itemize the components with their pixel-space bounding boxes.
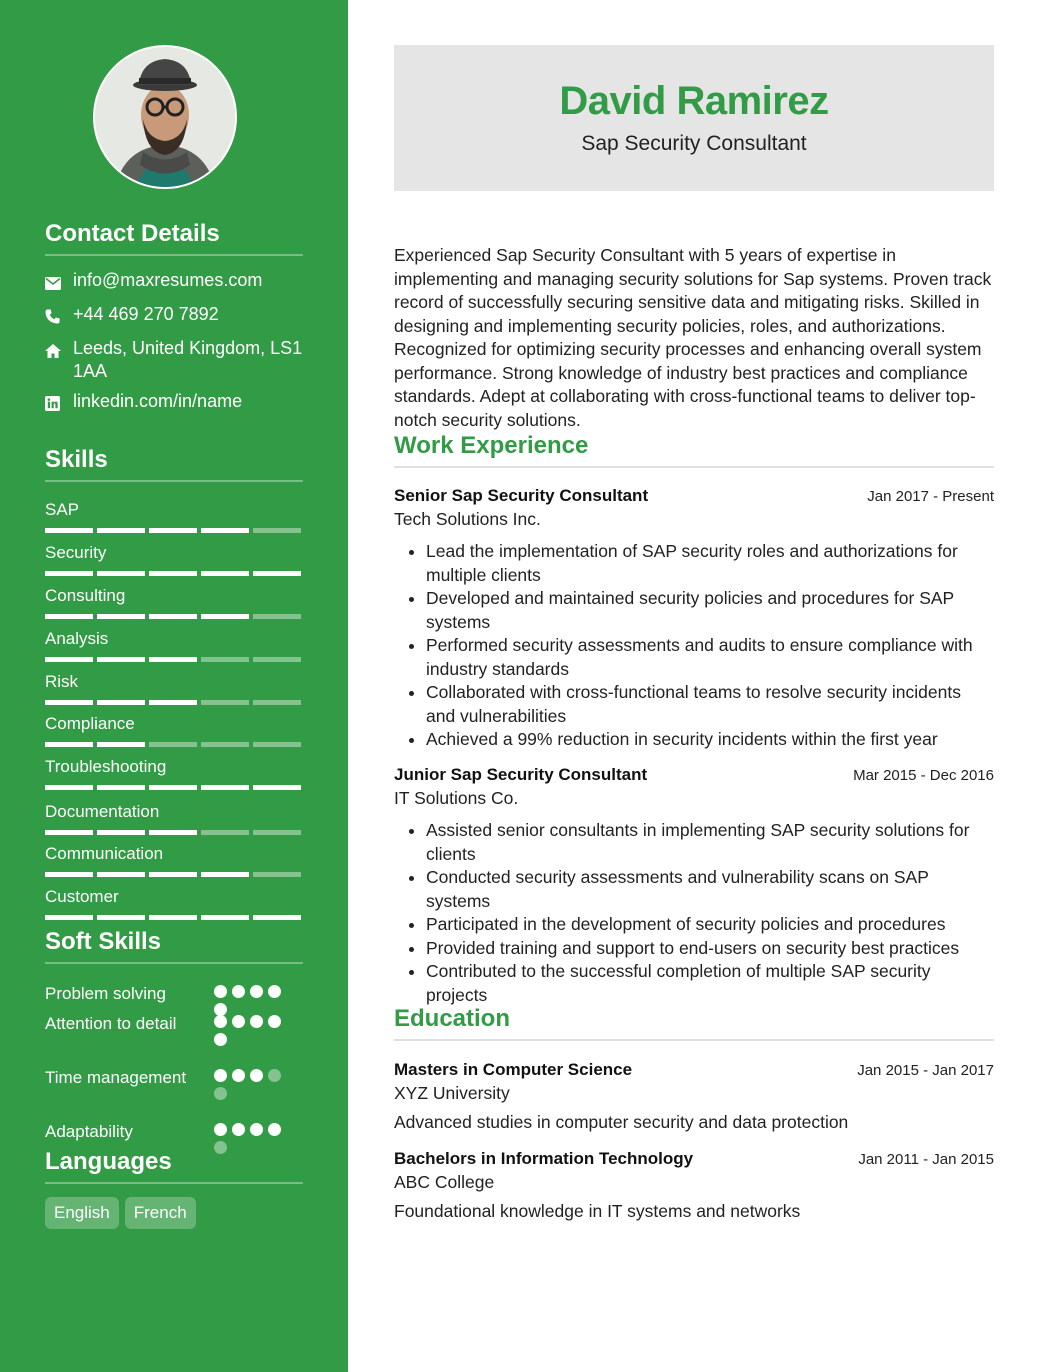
job-title: Junior Sap Security Consultant — [394, 765, 648, 784]
skill-level-segment — [253, 785, 301, 790]
soft-skill-name: Attention to detail — [45, 1014, 177, 1033]
avatar — [93, 45, 237, 189]
education-dates: Jan 2011 - Jan 2015 — [858, 1151, 994, 1168]
skill-name: Compliance — [45, 714, 135, 733]
contact-linkedin[interactable] — [45, 390, 303, 417]
skill-level-segment — [149, 830, 197, 835]
skill-level-segment — [201, 830, 249, 835]
skill-level-segment — [253, 657, 301, 662]
phone-text: +44 469 270 7892 — [73, 304, 219, 324]
education-entry — [394, 1060, 994, 1133]
contact-phone[interactable] — [45, 303, 303, 330]
skill-row — [45, 757, 303, 790]
skill-name: Analysis — [45, 629, 109, 648]
skill-level-segment — [201, 614, 249, 619]
linkedin-text: linkedin.com/in/name — [73, 391, 243, 411]
job-entry — [394, 486, 994, 752]
education-dates: Jan 2015 - Jan 2017 — [857, 1062, 994, 1079]
skill-level-segment — [253, 872, 301, 877]
skill-level-segment — [45, 872, 93, 877]
skills-section — [45, 446, 303, 926]
home-icon — [45, 337, 73, 364]
education-entry — [394, 1149, 994, 1222]
skill-level-segment — [253, 830, 301, 835]
skill-level-segment — [253, 742, 301, 747]
rating-dot — [268, 1015, 281, 1028]
candidate-title: Sap Security Consultant — [581, 132, 807, 155]
rating-dot — [214, 1015, 227, 1028]
skill-level-segment — [149, 742, 197, 747]
skill-level-segment — [201, 915, 249, 920]
skill-level-segment — [201, 742, 249, 747]
skill-level-bar — [45, 614, 303, 619]
skill-level-segment — [45, 614, 93, 619]
rating-dot — [214, 1123, 227, 1136]
summary-paragraph: Experienced Sap Security Consultant with 5 years of expertise in implementing and managing security solutions for Sap systems. Proven track record of successfully securing sensitive data and mitigating risks. Skilled in designing and implementing security policies, roles, and authorizations. Recognized for optimizing security processes and enhancing overall system performance. Strong knowledge of industry best practices and compliance standards. Adept at collaborating with cross-functional teams to deliver top-notch security solutions. — [394, 245, 992, 430]
soft-skill-name: Adaptability — [45, 1122, 133, 1141]
skill-level-segment — [149, 785, 197, 790]
skill-level-segment — [201, 785, 249, 790]
skill-level-segment — [97, 614, 145, 619]
rating-dot — [214, 985, 227, 998]
job-entry — [394, 765, 994, 1007]
candidate-name: David Ramirez — [559, 79, 829, 123]
skill-level-segment — [253, 915, 301, 920]
skill-level-segment — [201, 700, 249, 705]
skill-row — [45, 586, 303, 619]
education-heading: Education — [394, 1005, 994, 1041]
skill-row — [45, 500, 303, 533]
skill-level-bar — [45, 528, 303, 533]
phone-icon — [45, 303, 73, 330]
skill-level-segment — [97, 872, 145, 877]
skill-level-bar — [45, 657, 303, 662]
skill-level-segment — [201, 657, 249, 662]
skill-level-bar — [45, 742, 303, 747]
skill-level-segment — [149, 528, 197, 533]
duty-item: • Lead the implementation of SAP security roles and authorizations for multiple clients — [426, 540, 994, 587]
skill-row — [45, 802, 303, 835]
soft-skills-heading: Soft Skills — [45, 928, 303, 964]
school-name: XYZ University — [394, 1083, 510, 1103]
skill-level-segment — [45, 785, 93, 790]
skill-level-bar — [45, 785, 303, 790]
skill-level-segment — [149, 700, 197, 705]
soft-skill-rating — [214, 985, 294, 1016]
duty-item: • Provided training and support to end-users on security best practices — [426, 937, 994, 961]
contact-section — [45, 220, 303, 417]
skill-row — [45, 629, 303, 662]
skill-row — [45, 887, 303, 920]
contact-heading: Contact Details — [45, 220, 303, 256]
job-dates: Mar 2015 - Dec 2016 — [853, 767, 994, 784]
rating-dot — [250, 985, 263, 998]
rating-dot — [214, 1087, 227, 1100]
degree-title: Bachelors in Information Technology — [394, 1149, 694, 1168]
duty-item: • Achieved a 99% reduction in security incidents within the first year — [426, 728, 994, 752]
profile-photo-icon — [95, 47, 235, 187]
duty-list — [394, 819, 994, 1007]
skill-level-bar — [45, 700, 303, 705]
rating-dot — [250, 1123, 263, 1136]
header-banner — [394, 45, 994, 191]
language-tag: French — [125, 1197, 196, 1229]
duty-item: • Assisted senior consultants in implementing SAP security solutions for clients — [426, 819, 994, 866]
skill-level-segment — [253, 571, 301, 576]
duty-item: • Participated in the development of security policies and procedures — [426, 913, 994, 937]
skill-level-segment — [201, 872, 249, 877]
skill-level-segment — [45, 657, 93, 662]
skill-level-segment — [149, 872, 197, 877]
skill-level-segment — [201, 571, 249, 576]
rating-dot — [268, 1069, 281, 1082]
skill-level-segment — [97, 915, 145, 920]
education-description: Foundational knowledge in IT systems and networks — [394, 1201, 801, 1221]
skill-row — [45, 714, 303, 747]
address-text: Leeds, United Kingdom, LS1 1AA — [73, 338, 303, 381]
soft-skill-name: Time management — [45, 1068, 187, 1087]
rating-dot — [232, 1069, 245, 1082]
duty-list — [394, 540, 994, 752]
skill-level-segment — [45, 700, 93, 705]
skill-name: Security — [45, 543, 107, 562]
skill-name: Troubleshooting — [45, 757, 167, 776]
rating-dot — [214, 1069, 227, 1082]
skill-row — [45, 543, 303, 576]
skill-level-bar — [45, 571, 303, 576]
skill-name: Communication — [45, 844, 164, 863]
skill-level-segment — [201, 528, 249, 533]
rating-dot — [250, 1015, 263, 1028]
duty-item: • Conducted security assessments and vulnerability scans on SAP systems — [426, 866, 994, 913]
skill-name: Consulting — [45, 586, 126, 605]
duty-item: • Performed security assessments and audits to ensure compliance with industry standards — [426, 634, 994, 681]
soft-skill-rating — [214, 1069, 294, 1100]
soft-skill-name: Problem solving — [45, 984, 166, 1003]
skill-level-segment — [45, 571, 93, 576]
skill-level-segment — [253, 614, 301, 619]
skill-level-segment — [45, 915, 93, 920]
degree-title: Masters in Computer Science — [394, 1060, 633, 1079]
language-tag: English — [45, 1197, 119, 1229]
duty-item: • Collaborated with cross-functional teams to resolve security incidents and vulnerabilities — [426, 681, 994, 728]
soft-skills-section — [45, 928, 303, 1158]
rating-dot — [268, 985, 281, 998]
rating-dot — [268, 1123, 281, 1136]
skill-level-segment — [97, 700, 145, 705]
duty-item: • Contributed to the successful completion of multiple SAP security projects — [426, 960, 994, 1007]
skill-level-segment — [97, 657, 145, 662]
sidebar — [0, 0, 348, 1372]
email-text: info@maxresumes.com — [73, 270, 263, 290]
job-company: Tech Solutions Inc. — [394, 509, 541, 529]
rating-dot — [214, 1033, 227, 1046]
skills-heading: Skills — [45, 446, 303, 482]
skill-name: Documentation — [45, 802, 160, 821]
skill-level-bar — [45, 915, 303, 920]
skill-level-segment — [149, 571, 197, 576]
skill-level-segment — [253, 700, 301, 705]
skill-level-segment — [45, 830, 93, 835]
envelope-icon — [45, 269, 73, 296]
rating-dot — [232, 985, 245, 998]
skill-level-bar — [45, 830, 303, 835]
contact-email[interactable] — [45, 269, 303, 296]
linkedin-icon — [45, 390, 73, 417]
soft-skill-rating — [214, 1015, 294, 1046]
skill-row — [45, 844, 303, 877]
skill-name: Risk — [45, 672, 79, 691]
job-dates: Jan 2017 - Present — [867, 488, 994, 505]
school-name: ABC College — [394, 1172, 495, 1192]
skill-level-segment — [149, 657, 197, 662]
skill-level-segment — [97, 742, 145, 747]
education-description: Advanced studies in computer security and data protection — [394, 1112, 849, 1132]
skill-level-segment — [97, 571, 145, 576]
skill-level-bar — [45, 872, 303, 877]
skill-name: SAP — [45, 500, 80, 519]
skill-level-segment — [149, 614, 197, 619]
rating-dot — [232, 1123, 245, 1136]
job-company: IT Solutions Co. — [394, 788, 519, 808]
contact-address — [45, 337, 303, 383]
skill-level-segment — [97, 785, 145, 790]
skill-row — [45, 672, 303, 705]
duty-item: • Developed and maintained security policies and procedures for SAP systems — [426, 587, 994, 634]
rating-dot — [232, 1015, 245, 1028]
skill-level-segment — [149, 915, 197, 920]
skill-name: Customer — [45, 887, 119, 906]
skill-level-segment — [253, 528, 301, 533]
skill-level-segment — [97, 830, 145, 835]
skill-level-segment — [97, 528, 145, 533]
languages-heading: Languages — [45, 1148, 303, 1184]
job-title: Senior Sap Security Consultant — [394, 486, 649, 505]
rating-dot — [250, 1069, 263, 1082]
languages-section — [45, 1148, 303, 1229]
skill-level-segment — [45, 742, 93, 747]
work-experience-heading: Work Experience — [394, 432, 994, 468]
skill-level-segment — [45, 528, 93, 533]
